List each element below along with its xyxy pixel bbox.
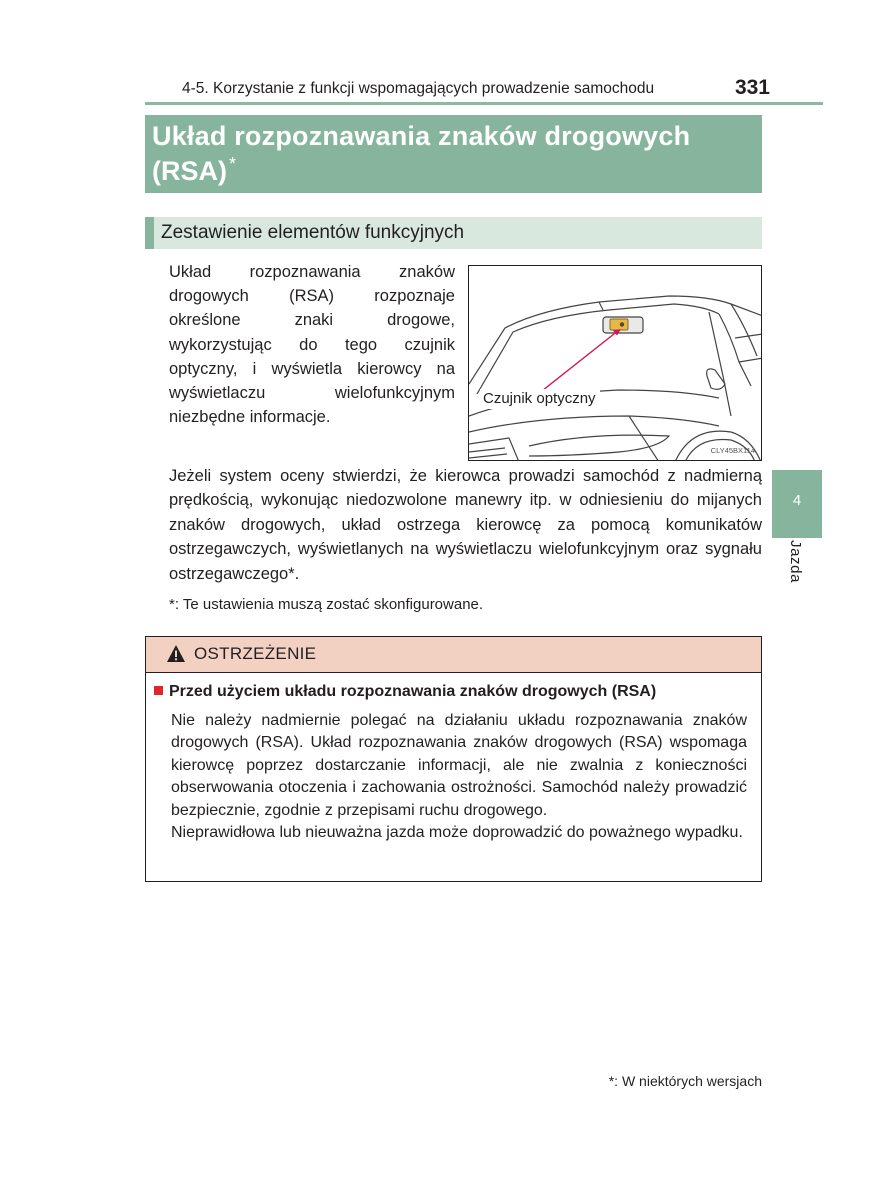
car-illustration: [468, 265, 762, 461]
chapter-tab: [772, 470, 822, 538]
chapter-tab-label: Jazda: [787, 540, 804, 584]
warning-text-2: Nieprawidłowa lub nieuważna jazda może doprowadzić do poważnego wypadku.: [171, 824, 743, 841]
warning-item-title-text: Przed użyciem układu rozpoznawania znaków drogowych (RSA): [169, 683, 657, 700]
title-asterisk: *: [229, 154, 237, 174]
header-rule: [145, 102, 823, 105]
car-windshield-drawing: [469, 266, 762, 461]
warning-item-title: [154, 683, 656, 701]
description-paragraph: Jeżeli system oceny stwierdzi, że kierowca prowadzi samochód z nadmierną prędkością, wykonując niedozwolone manewry itp. w odniesieniu do mijanych znaków drogowych, układ ostrzega kierowcę za pomocą komunikatów ostrzegawczych, wyświetlanych na wyświetlaczu wielofunkcyjnym oraz sygnału ostrzegawczego*.: [169, 467, 762, 583]
chapter-tab-number: 4: [792, 492, 802, 509]
intro-text: Układ rozpoznawania znaków drogowych (RSA) rozpoznaje określone znaki drogowe, wykorzystując do tego czujnik optyczny, i wyświetla kierowcy na wyświetlaczu wielofunkcyjnym niezbędne informacje.: [169, 263, 455, 427]
page-number: 331: [734, 76, 770, 99]
page-title-line2: [152, 156, 236, 187]
warning-header: [146, 637, 761, 673]
running-header: [145, 76, 822, 100]
page-title-acronym: (RSA): [152, 156, 227, 186]
warning-box: [145, 636, 762, 882]
page-title-line1: Układ rozpoznawania znaków drogowych: [152, 121, 691, 151]
warning-text-1: Nie należy nadmiernie polegać na działaniu układu rozpoznawania znaków drogowych (RSA). Układ rozpoznawania znaków drogowych (RSA) wspomaga kierowcę poprzez dostarczanie informacji, ale nie zwalnia z konieczności obserwowania otoczenia i zachowania ostrożności. Samochód należy prowadzić bezpiecznie, zgodnie z przepisami ruchu drogowego.: [171, 712, 747, 819]
figure-code: CLY45BX114: [710, 446, 755, 455]
page-title-box: [145, 115, 762, 193]
optical-sensor-label: Czujnik optyczny: [480, 389, 600, 409]
warning-triangle-icon: [166, 644, 186, 668]
red-square-bullet-icon: [154, 686, 163, 695]
footnote: *: W niektórych wersjach: [608, 1073, 762, 1089]
warning-title: OSTRZEŻENIE: [194, 644, 317, 663]
configuration-note: *: Te ustawienia muszą zostać skonfigurowane.: [169, 596, 484, 613]
chapter-title: 4-5. Korzystanie z funkcji wspomagających prowadzenie samochodu: [182, 80, 655, 97]
section-heading-text: Zestawienie elementów funkcyjnych: [161, 222, 465, 243]
section-heading: [145, 217, 762, 249]
